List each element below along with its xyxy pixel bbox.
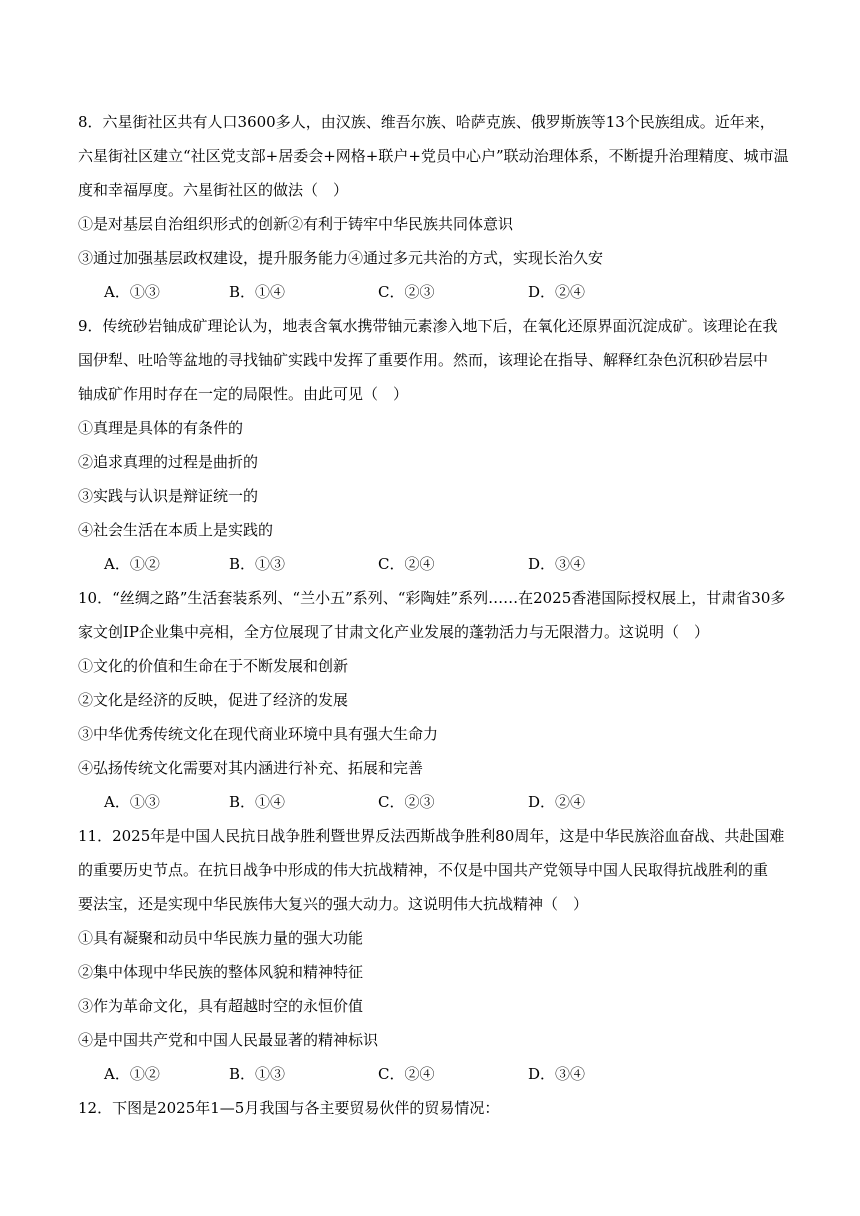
question-stem-line: 国伊犁、吐哈等盆地的寻找铀矿实践中发挥了重要作用。然而，该理论在指导、解释红杂色沉积砂岩层中 [78,351,769,369]
answer-options [0,792,860,812]
statement-line: ③实践与认识是辩证统一的 [78,487,259,505]
option-c[interactable]: C．②④ [378,555,435,573]
option-d[interactable]: D．②④ [528,793,586,811]
answer-options [0,554,860,574]
option-c[interactable]: C．②④ [378,1065,435,1083]
option-b[interactable]: B．①③ [229,555,286,573]
question-stem-line: 11．2025年是中国人民抗日战争胜利暨世界反法西斯战争胜利80周年，这是中华民族浴血奋战、共赴国难 [78,827,785,845]
statement-line: ①具有凝聚和动员中华民族力量的强大功能 [78,929,364,947]
option-a[interactable]: A．①③ [104,283,160,301]
statement-line: ③中华优秀传统文化在现代商业环境中具有强大生命力 [78,725,439,743]
statement-line: ①真理是具体的有条件的 [78,419,244,437]
option-a[interactable]: A．①② [104,1065,160,1083]
statement-line: ①是对基层自治组织形式的创新②有利于铸牢中华民族共同体意识 [78,215,514,233]
option-d[interactable]: D．③④ [528,555,586,573]
answer-options [0,282,860,302]
statement-line: ④是中国共产党和中国人民最显著的精神标识 [78,1031,379,1049]
option-d[interactable]: D．②④ [528,283,586,301]
statement-line: ④社会生活在本质上是实践的 [78,521,274,539]
option-b[interactable]: B．①④ [229,793,286,811]
answer-options [0,1064,860,1084]
statement-line: ②追求真理的过程是曲折的 [78,453,259,471]
question-stem-line: 家文创IP企业集中亮相，全方位展现了甘肃文化产业发展的蓬勃活力与无限潜力。这说明（ ） [78,623,710,641]
statement-line: ②文化是经济的反映，促进了经济的发展 [78,691,349,709]
statement-line: ②集中体现中华民族的整体风貌和精神特征 [78,963,364,981]
statement-line: ③通过加强基层政权建设，提升服务能力④通过多元共治的方式，实现长治久安 [78,249,604,267]
question-stem-line: 六星街社区建立“社区党支部+居委会+网格+联户+党员中心户”联动治理体系，不断提升治理精度、城市温 [78,147,789,165]
question-stem-line: 12．下图是2025年1—5月我国与各主要贸易伙伴的贸易情况： [78,1099,500,1117]
question-stem-line: 的重要历史节点。在抗日战争中形成的伟大抗战精神，不仅是中国共产党领导中国人民取得抗战胜利的重 [78,861,769,879]
question-stem-line: 8．六星街社区共有人口3600多人，由汉族、维吾尔族、哈萨克族、俄罗斯族等13个民族组成。近年来， [78,113,775,131]
statement-line: ①文化的价值和生命在于不断发展和创新 [78,657,349,675]
question-stem-line: 10．“丝绸之路”生活套装系列、“兰小五”系列、“彩陶娃”系列……在2025香港国际授权展上，甘肃省30多 [78,589,786,607]
option-c[interactable]: C．②③ [378,283,435,301]
option-b[interactable]: B．①④ [229,283,286,301]
question-stem-line: 度和幸福厚度。六星街社区的做法（ ） [78,181,349,199]
option-a[interactable]: A．①② [104,555,160,573]
option-d[interactable]: D．③④ [528,1065,586,1083]
option-a[interactable]: A．①③ [104,793,160,811]
option-c[interactable]: C．②③ [378,793,435,811]
statement-line: ③作为革命文化，具有超越时空的永恒价值 [78,997,364,1015]
statement-line: ④弘扬传统文化需要对其内涵进行补充、拓展和完善 [78,759,424,777]
question-stem-line: 9．传统砂岩铀成矿理论认为，地表含氧水携带铀元素渗入地下后，在氧化还原界面沉淀成矿。该理论在我 [78,317,778,335]
option-b[interactable]: B．①③ [229,1065,286,1083]
question-stem-line: 要法宝，还是实现中华民族伟大复兴的强大动力。这说明伟大抗战精神（ ） [78,895,589,913]
question-stem-line: 铀成矿作用时存在一定的局限性。由此可见（ ） [78,385,409,403]
